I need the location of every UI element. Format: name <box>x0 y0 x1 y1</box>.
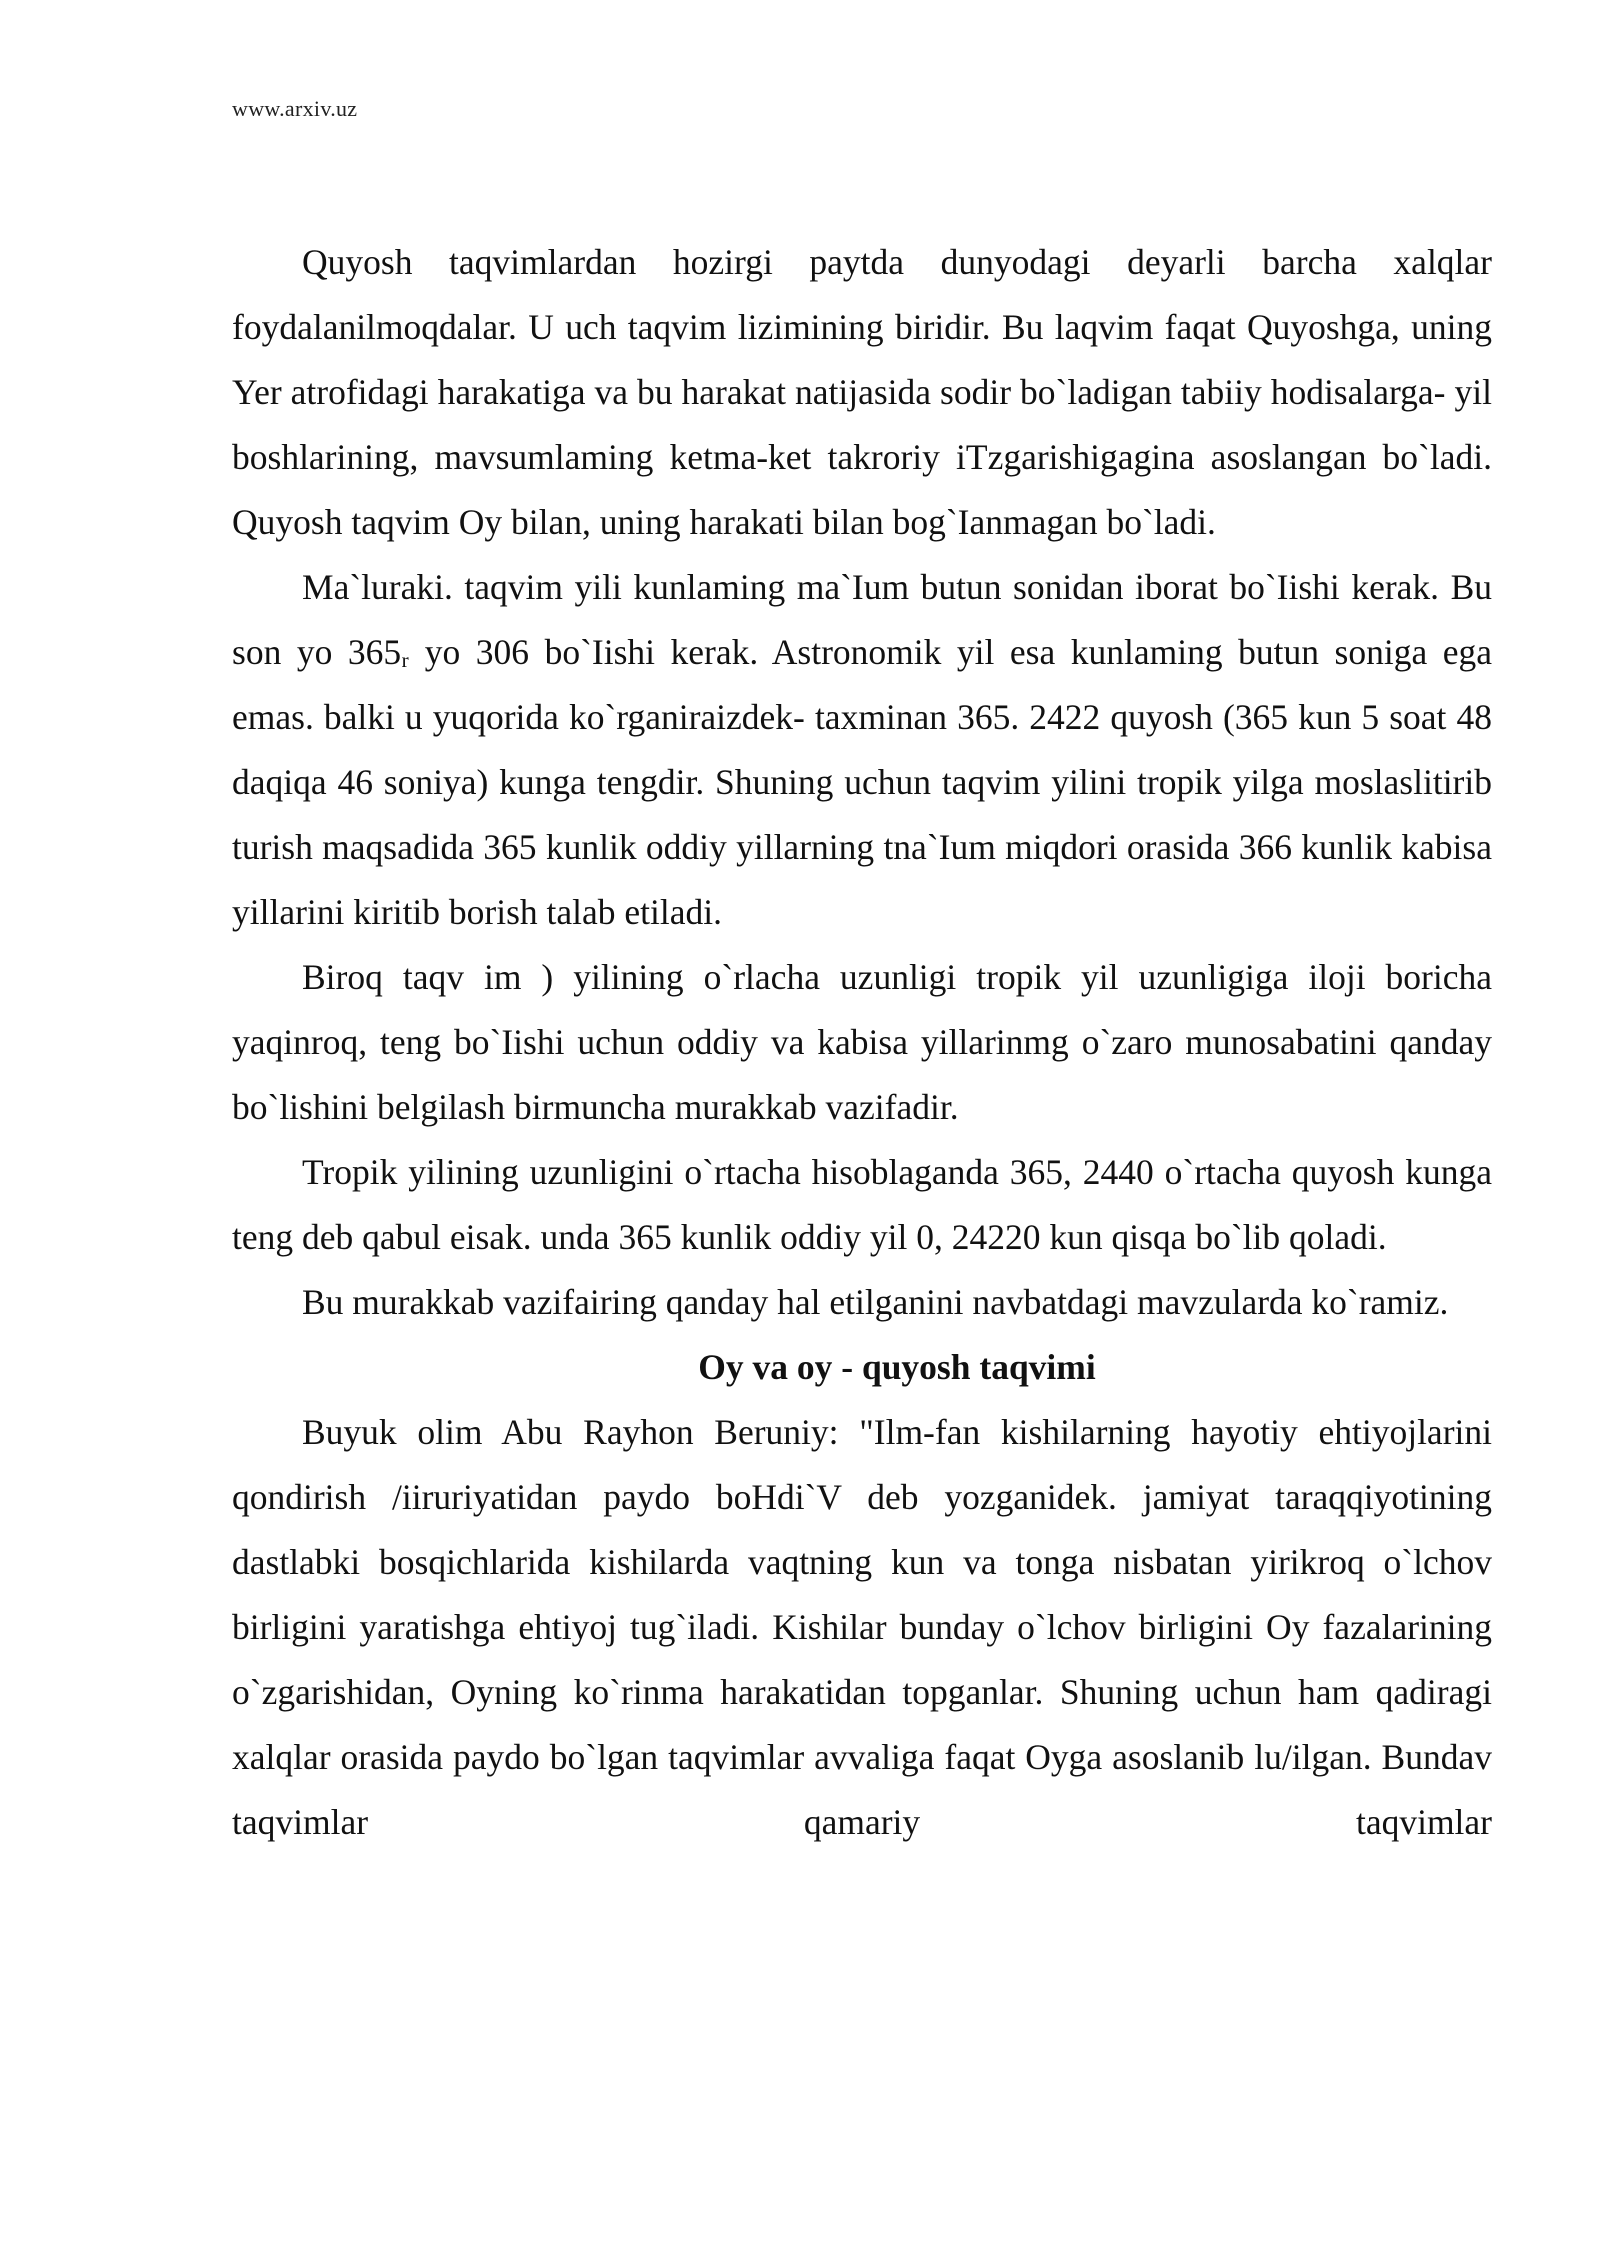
paragraph-tropical-year: Tropik yilining uzunligini o`rtacha hisoblaganda 365, 2440 o`rtacha quyosh kunga teng deb qabul eisak. unda 365 kunlik oddiy yil 0, 24220 kun qisqa bo`lib qoladi. <box>232 1152 1492 1257</box>
paragraph-solar-calendar: Quyosh taqvimlardan hozirgi paytda dunyodagi deyarli barcha xalqlar foydalanilmoqdalar. U uch taqvim lizimining biridir. Bu laqvim faqat Quyoshga, uning Yer atrofidagi harakatiga va bu harakat natijasida sodir bo`ladigan tabiiy hodisalarga- yil boshlarining, mavsumlaming ketma-ket takroriy iTzgarishigagina asoslangan bo`ladi. Quyosh taqvim Oy bilan, uning harakati bilan bog`Ianmagan bo`ladi. <box>232 242 1492 542</box>
section-heading: Oy va oy - quyosh taqvimi <box>698 1347 1096 1387</box>
paragraph-lunar-calendar: Buyuk olim Abu Rayhon Beruniy: "Ilm-fan kishilarning hayotiy ehtiyojlarini qondirish /iiruriyatidan paydo boHdi`V deb yozganidek. jamiyat taraqqiyotining dastlabki bosqichlarida kishilarda vaqtning kun va tonga nisbatan yirikroq o`lchov birligini yaratishga ehtiyoj tug`iladi. Kishilar bunday o`lchov birligini Oy fazalarining o`zgarishidan, Oyning ko`rinma harakatidan topganlar. Shuning uchun ham qadiragi xalqlar orasida paydo bo`lgan taqvimlar avvaliga faqat Oyga asoslanib lu/ilgan. Bundav taqvimlar qamariy taqvimlar <box>232 1412 1492 1842</box>
paragraph-next-topics: Bu murakkab vazifairing qanday hal etilganini navbatdagi mavzularda ko`ramiz. <box>302 1282 1449 1322</box>
site-url-header: www.arxiv.uz <box>232 96 358 121</box>
paragraph-leap-years: Biroq taqv im ) yilining o`rlacha uzunligi tropik yil uzunligiga iloji boricha yaqinroq, teng bo`Iishi uchun oddiy va kabisa yillarinmg o`zaro munosabatini qanday bo`lishini belgilash birmuncha murakkab vazifadir. <box>232 957 1492 1127</box>
document-body <box>232 230 1492 1855</box>
paragraph-calendar-year: Ma`luraki. taqvim yili kunlaming ma`Ium butun sonidan iborat bo`Iishi kerak. Bu son yo 365ᵣ yo 306 bo`Iishi kerak. Astronomik yil esa kunlaming butun soniga ega emas. balki u yuqorida ko`rganiraizdek- taxminan 365. 2422 quyosh (365 kun 5 soat 48 daqiqa 46 soniya) kunga tengdir. Shuning uchun taqvim yilini tropik yilga moslaslitirib turish maqsadida 365 kunlik oddiy yillarning tna`Ium miqdori orasida 366 kunlik kabisa yillarini kiritib borish talab etiladi. <box>232 567 1492 932</box>
